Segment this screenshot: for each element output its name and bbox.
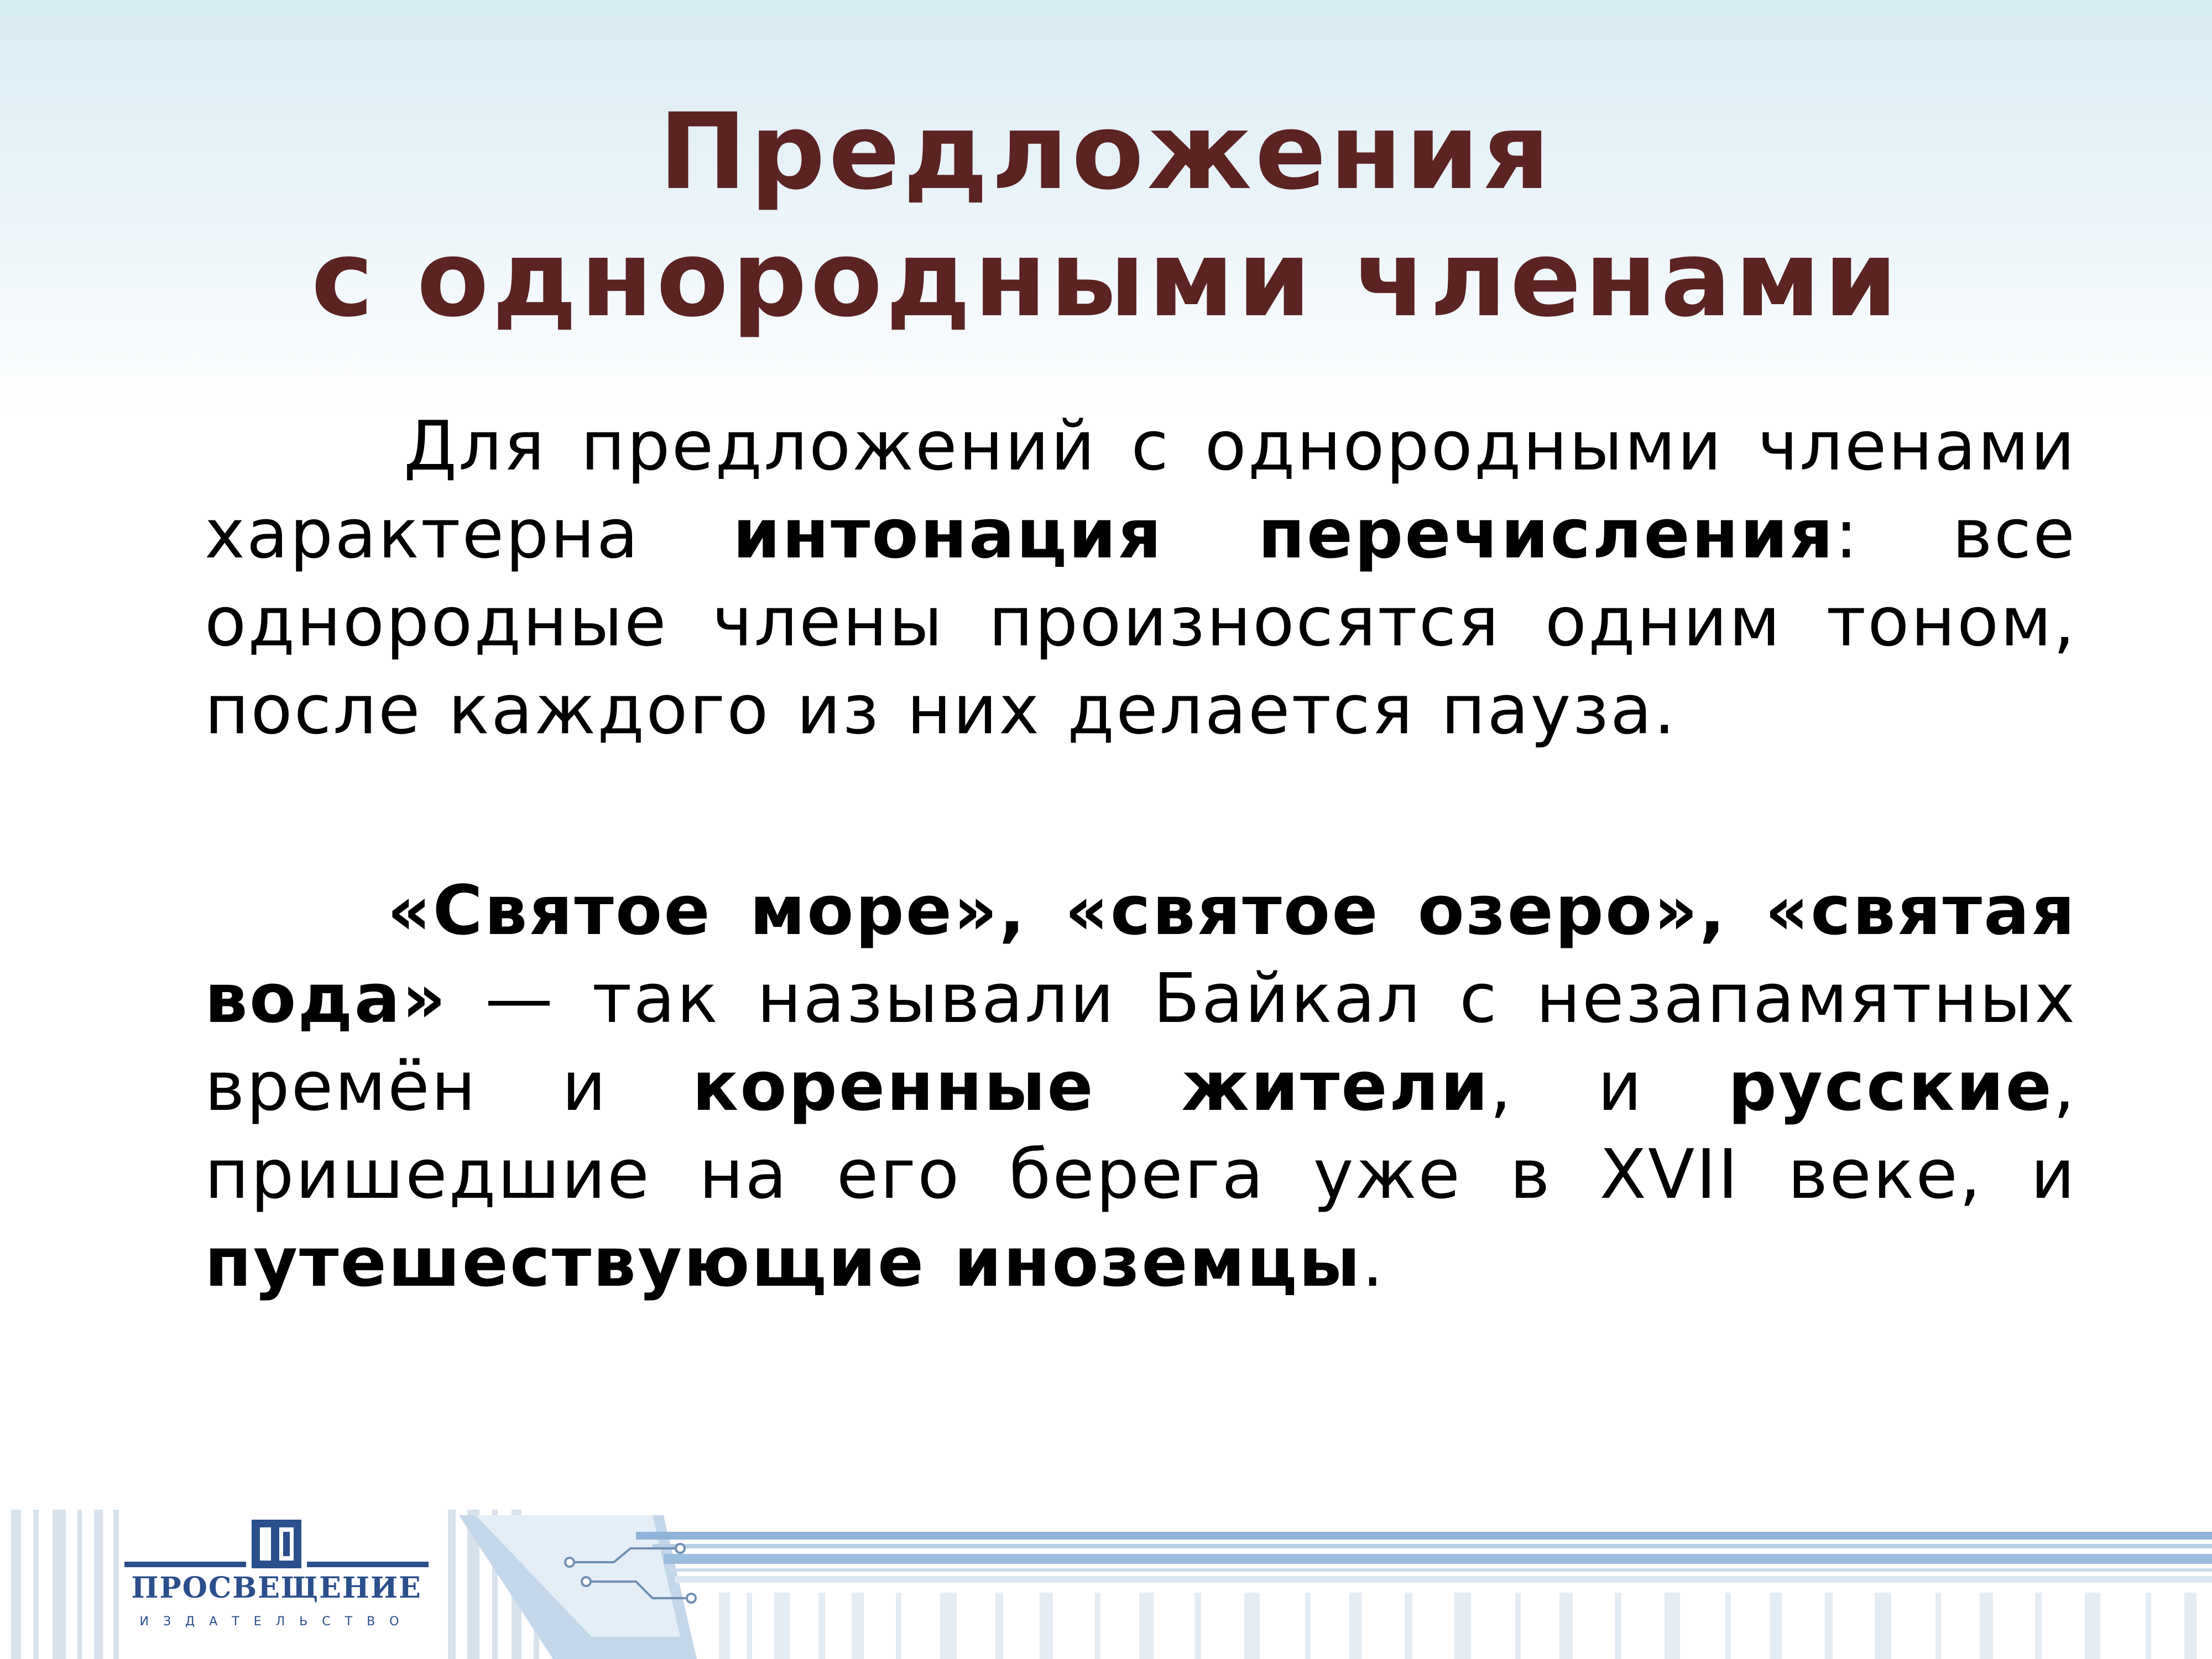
example-text-1: — так называли Байкал с незапамятных времён и bbox=[205, 959, 2077, 1126]
publisher-logo-subtitle: ИЗДАТЕЛЬСТВО bbox=[139, 1615, 414, 1629]
publisher-logo-name: ПРОСВЕЩЕНИЕ bbox=[131, 1571, 422, 1605]
example-text-4: . bbox=[1361, 1223, 1385, 1302]
paragraph-definition-tail: : все однородные члены произносятся одним тоном, после каждого из них делается пауза. bbox=[205, 495, 2077, 750]
example-bold-native: коренные жители bbox=[692, 1047, 1490, 1126]
publisher-logo-icon bbox=[252, 1520, 301, 1568]
example-text-2: , и bbox=[1490, 1047, 1728, 1126]
paragraph-definition-lead: Для предложений с однородными членами характерна bbox=[205, 407, 2077, 574]
slide-title-line2: с однородными членами bbox=[311, 218, 1901, 340]
slide-title bbox=[0, 88, 2212, 343]
example-bold-russians: русские bbox=[1728, 1047, 2053, 1126]
example-homogeneous-subjects: «Святое море», «святое озеро», «святая вода» bbox=[205, 872, 2077, 1039]
paragraph-example bbox=[205, 867, 2077, 1307]
example-bold-foreigners: путешествующие иноземцы bbox=[205, 1223, 1362, 1302]
example-text-3: , пришедшие на его берега уже в XVII веке, и bbox=[205, 1047, 2077, 1214]
paragraph-definition bbox=[205, 403, 2077, 754]
slide-title-line1: Предложения bbox=[659, 91, 1553, 213]
term-intonation: интонация перечисления bbox=[732, 495, 1835, 574]
